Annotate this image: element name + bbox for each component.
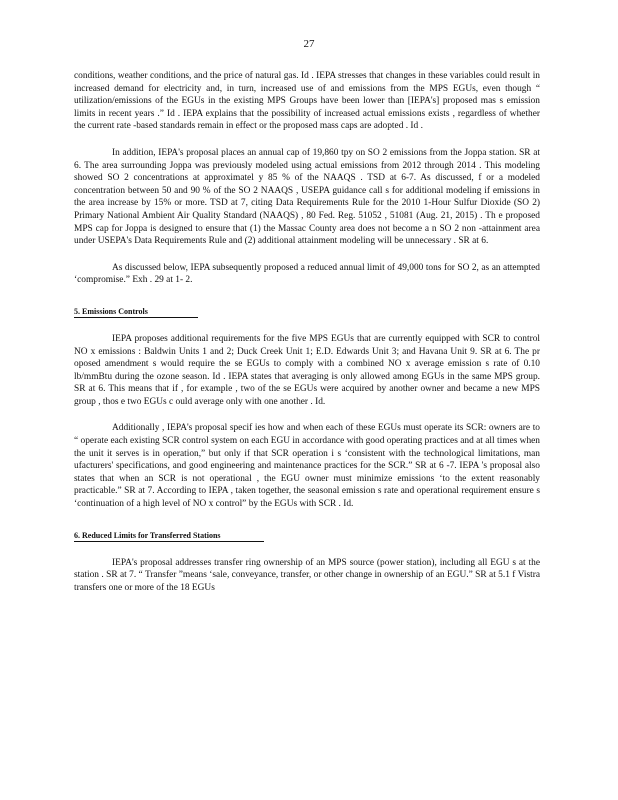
paragraph: In addition, IEPA's proposal places an annual cap of 19,860 tpy on SO 2 emissions from the Joppa station. SR at 6. The area surrounding Joppa was previously modeled using actual emissions from 2012 through 2014 . This modeling showed SO 2 concentrations at approximatel y 85 % of the NAAQS . TSD at 6-7. As discussed, f or a modeled concentration between 50 and 90 % of the SO 2 NAAQS , USEPA guidance call s for additional modeling if emissions in the area increase by 15% or more. TSD at 7, citing Data Requirements Rule for the 2010 1-Hour Sulfur Dioxide (SO 2) Primary National Ambient Air Quality Standard (NAAQS) , 80 Fed. Reg. 51052 , 51081 (Aug. 21, 2015) . Th e proposed MPS cap for Joppa is designed to ensure that (1) the Massac County area does not become a n SO 2 non -attainment area under USEPA's Data Requirements Rule and (2) additional attainment modeling will be unnecessary . SR at 6.	[74, 147, 540, 247]
section-heading: 6. Reduced Limits for Transferred Stations	[74, 531, 264, 542]
page-number: 27	[303, 38, 315, 50]
paragraph: As discussed below, IEPA subsequently proposed a reduced annual limit of 49,000 tons for SO 2, as an attempted ‘compromise.” Exh . 29 at 1- 2.	[74, 262, 540, 286]
paragraph: IEPA's proposal addresses transfer ring ownership of an MPS source (power station), including all EGU s at the station . SR at 7. “ Transfer ”means ‘sale, conveyance, transfer, or other change in ownership of an EGU.” SR at 5.1 f Vistra transfers one or more of the 18 EGUs	[74, 557, 540, 593]
paragraph: conditions, weather conditions, and the price of natural gas. Id . IEPA stresses that changes in these variables could result in increased demand for electricity and, in turn, increased use of and emissions from the MPS EGUs, even though “ utilization/emissions of the EGUs in the existing MPS Groups have been lower than [IEPA's] proposed mas s emission limits in recent years .” Id . IEPA explains that the possibility of increased actual emissions exists , regardless of whether the current rate -based standards remain in effect or the proposed mass caps are adopted . Id .	[74, 71, 540, 132]
section-heading: 5. Emissions Controls	[74, 307, 198, 318]
paragraph: Additionally , IEPA's proposal specif ies how and when each of these EGUs must operate its SCR: owners are to “ operate each existing SCR control system on each EGU in accordance with good operating practices and at all times when the unit it serves is in operation,” but only if that SCR operation i s ‘consistent with the technological limitations, man ufacturers' specifications, and good engineering and maintenance practices for the SCR.” SR at 6 -7. IEPA 's proposal also states that when an SCR is not operational , the EGU owner must minimize emissions ‘to the extent reasonably practicable.” SR at 7. According to IEPA , taken together, the seasonal emission s rate and operational requirement ensure s ‘continuation of a high level of NO x control” by the EGUs with SCR . Id.	[74, 423, 540, 510]
paragraph: IEPA proposes additional requirements for the five MPS EGUs that are currently equipped with SCR to control NO x emissions : Baldwin Units 1 and 2; Duck Creek Unit 1; E.D. Edwards Unit 3; and Havana Unit 9. SR at 6. The pr oposed amendment s would require the se EGUs to comply with a combined NO x average emission s rate of 0.10 lb/mmBtu during the ozone season. Id . IEPA states that averaging is only allowed among EGUs in the same MPS group. SR at 6. This means that if , for example , two of the se EGUs were acquired by another owner and became a new MPS group , thos e two EGUs c ould average only with one another . Id.	[74, 333, 540, 407]
page-body	[74, 70, 540, 608]
